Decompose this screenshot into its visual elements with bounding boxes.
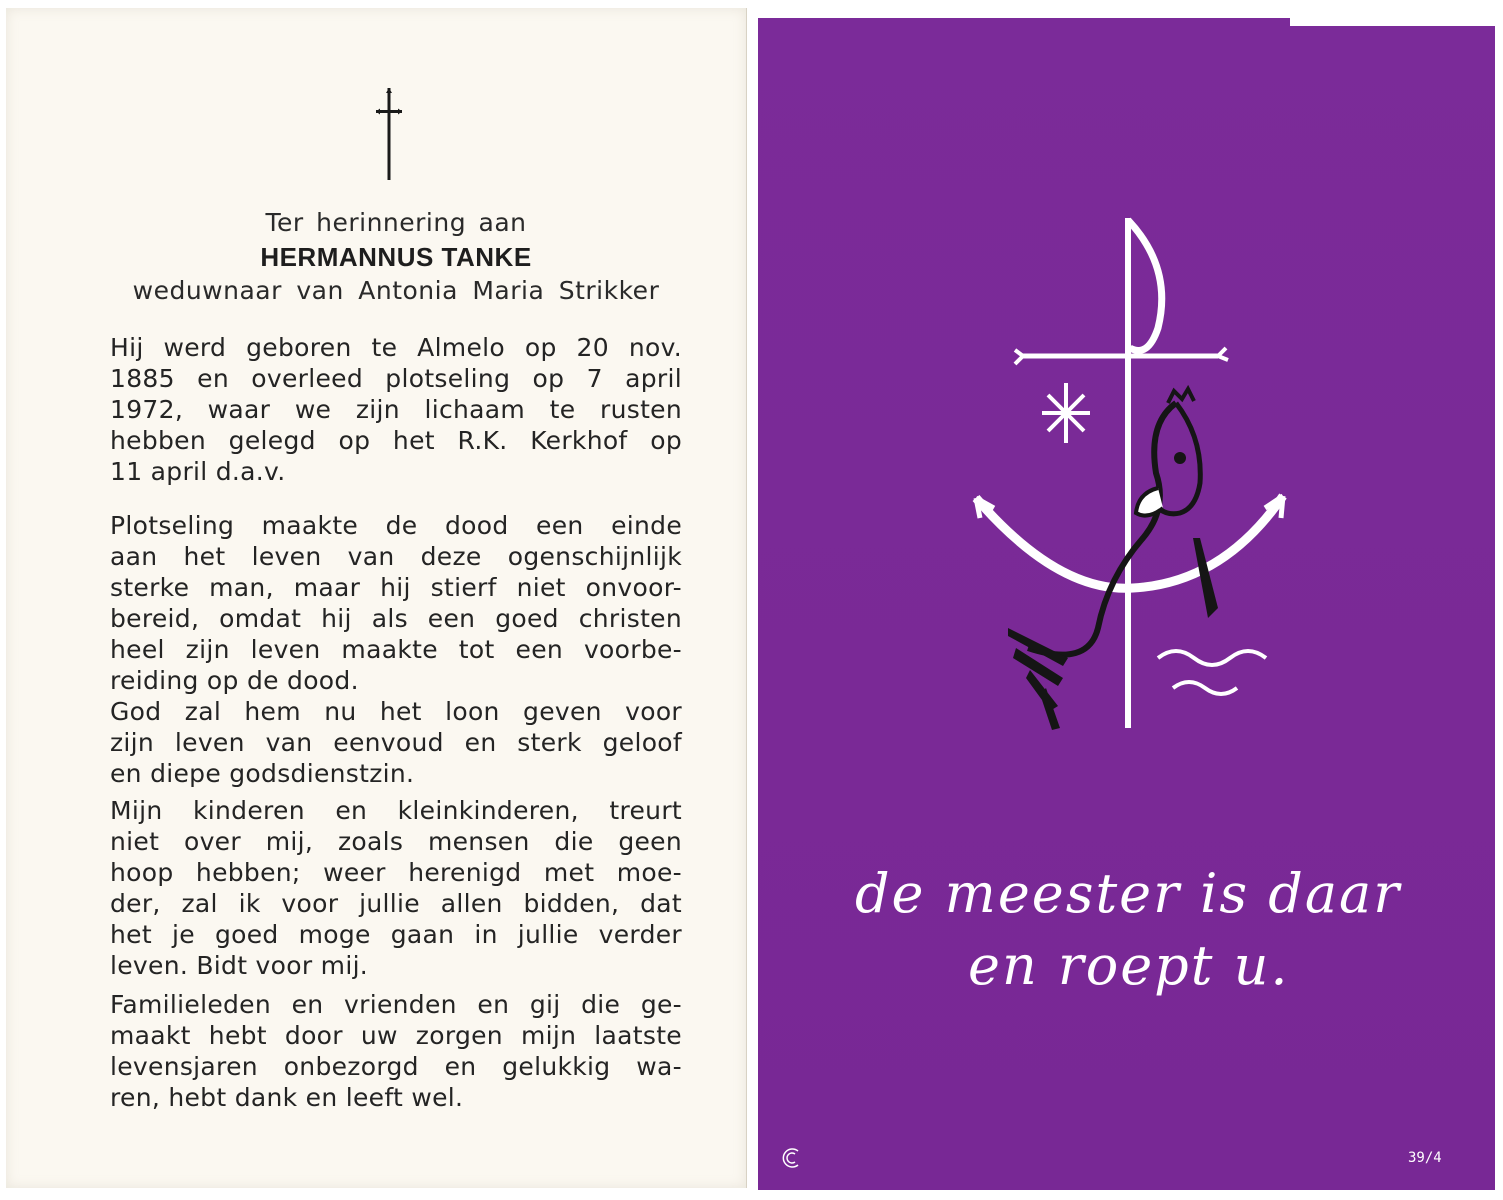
- edition-mark: 39/4: [1408, 1150, 1442, 1166]
- text-line: sterke man, maar hij stierf niet onvoor-: [110, 573, 682, 602]
- card-corner-tear: [1290, 6, 1495, 26]
- text-line: niet over mij, zoals mensen die geen: [110, 827, 682, 856]
- text-line: het je goed moge gaan in jullie verder: [110, 920, 682, 949]
- memorial-card-image-side: [758, 18, 1495, 1190]
- text-line: reiding op de dood.: [110, 666, 359, 695]
- text-line: heel zijn leven maakte tot een voorbe-: [110, 635, 682, 664]
- anchor-cross-fish-icon: [968, 208, 1288, 748]
- motto: [778, 858, 1478, 1002]
- text-line: Plotseling maakte de dood een einde: [110, 511, 682, 540]
- text-line: Hij werd geboren te Almelo op 20 nov.: [110, 333, 682, 362]
- text-line: zijn leven van eenvoud en sterk geloof: [110, 728, 682, 757]
- text-line: hebben gelegd op het R.K. Kerkhof op: [110, 426, 682, 455]
- motto-line-1: de meester is daar: [854, 862, 1402, 925]
- paragraph-family: [110, 989, 682, 1113]
- text-line: Mijn kinderen en kleinkinderen, treurt: [110, 796, 682, 825]
- star-icon: [1042, 383, 1090, 443]
- motto-line-2: en roept u.: [968, 934, 1290, 997]
- text-line: en diepe godsdienstzin.: [110, 759, 415, 788]
- text-line: 1885 en overleed plotseling op 7 april: [110, 364, 682, 393]
- copyright-icon: [780, 1146, 804, 1170]
- text-line: God zal hem nu het loon geven voor: [110, 697, 682, 726]
- text-line: 1972, waar we zijn lichaam te rusten: [110, 395, 682, 424]
- text-line: bereid, omdat hij als een goed christen: [110, 604, 682, 633]
- text-line: levensjaren onbezorgd en gelukkig wa-: [110, 1052, 682, 1081]
- dedication-block: [110, 206, 682, 308]
- text-line: maakt hebt door uw zorgen mijn laatste: [110, 1021, 682, 1050]
- text-line: aan het leven van deze ogenschijnlijk: [110, 542, 682, 571]
- relation-line: weduwnaar van Antonia Maria Strikker: [132, 276, 660, 305]
- text-line: hoop hebben; weer herenigd met moe-: [110, 858, 682, 887]
- latin-cross-icon: [374, 88, 404, 180]
- paragraph-children: [110, 795, 682, 981]
- memorial-card-text-side: [6, 8, 747, 1188]
- text-line: 11 april d.a.v.: [110, 457, 286, 486]
- intro-line: Ter herinnering aan: [265, 208, 527, 237]
- text-line: leven. Bidt voor mij.: [110, 951, 369, 980]
- paragraph-tribute: [110, 510, 682, 789]
- paragraph-birth-death: [110, 332, 682, 487]
- text-line: ren, hebt dank en leeft wel.: [110, 1083, 464, 1112]
- deceased-name: HERMANNUS TANKE: [260, 242, 532, 272]
- text-line: der, zal ik voor jullie allen bidden, dat: [110, 889, 682, 918]
- text-line: Familieleden en vrienden en gij die ge-: [110, 990, 682, 1019]
